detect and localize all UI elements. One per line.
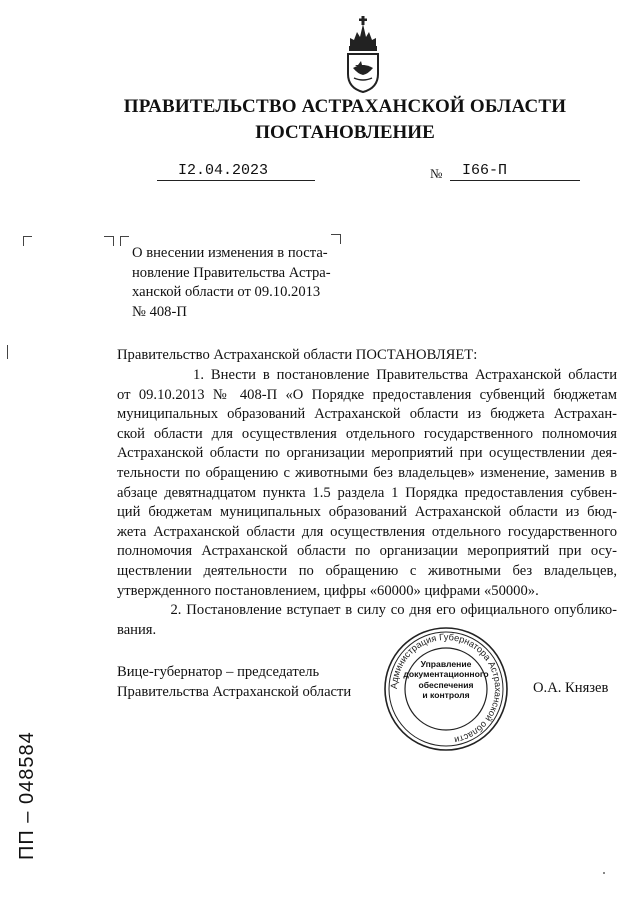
margin-corner-mark [23,236,32,246]
body-line: от 09.10.2013 № 408-П «О Порядке предоставления субвенций бюджетам [117,386,617,403]
body-line: полномочия Астраханской области по организации мероприятий при осу- [117,543,617,560]
date-underline [157,180,315,181]
scan-speck [603,872,605,874]
body-line: жета Астраханской области для осуществления отдельного государственного [117,523,617,540]
body-line: муниципальных образований Астраханской области из бюджета Астрахан- [117,406,617,423]
document-number: I66-П [462,162,508,179]
body-line: ской области для осуществления отдельного государственного полномочия [117,425,617,442]
margin-tick [7,345,8,359]
stamp-ring-text: Администрация Губернатора Астраханской области [388,631,504,746]
document-date: I2.04.2023 [178,162,269,179]
number-sign: № [430,166,443,181]
body-line: утвержденного постановлением, цифры «60000» цифрами «50000». [117,582,539,599]
body-line: 2. Постановление вступает в силу со дня его официального опублико- [117,602,617,619]
form-serial-number: ПП – 048584 [16,731,38,860]
margin-corner-mark [104,236,114,246]
signer-name: О.А. Князев [533,680,609,696]
subject-corner-mark [120,236,129,246]
body-line: вания. [117,621,157,638]
body-line: 1. Внести в постановление Правительства Астраханской области [117,367,617,383]
coat-of-arms-icon [340,12,386,96]
body-line: тельности по обращению с животными без владельцев» изменение, заменив в [117,464,617,481]
body-line: ществлении деятельности по обращению с животными без владельцев, [117,562,617,579]
document-subject: О внесении изменения в поста- новление Правительства Астра- ханской области от 09.10.2013 № 408-П [132,245,331,320]
body-line: Астраханской области по организации мероприятий при осуществлении дея- [117,445,617,462]
number-underline [450,180,580,181]
organization-title: ПРАВИТЕЛЬСТВО АСТРАХАНСКОЙ ОБЛАСТИ [123,96,567,117]
resolution-body [117,366,617,640]
body-line: ций бюджетам муниципальных образований Астраханской области из бюд- [117,504,617,521]
document-type-heading: ПОСТАНОВЛЕНИЕ [255,122,435,143]
subject-corner-mark [331,234,341,244]
body-line: абзаце девятнадцатом пункта 1.5 раздела 1 Порядка предоставления субвен- [117,484,617,501]
signer-position: Вице-губернатор – председатель Правительства Астраханской области [117,664,352,700]
stamp-center-text: Управление документационного обеспечения и контроля [403,659,489,701]
preamble: Правительство Астраханской области ПОСТАНОВЛЯЕТ: [117,347,478,363]
